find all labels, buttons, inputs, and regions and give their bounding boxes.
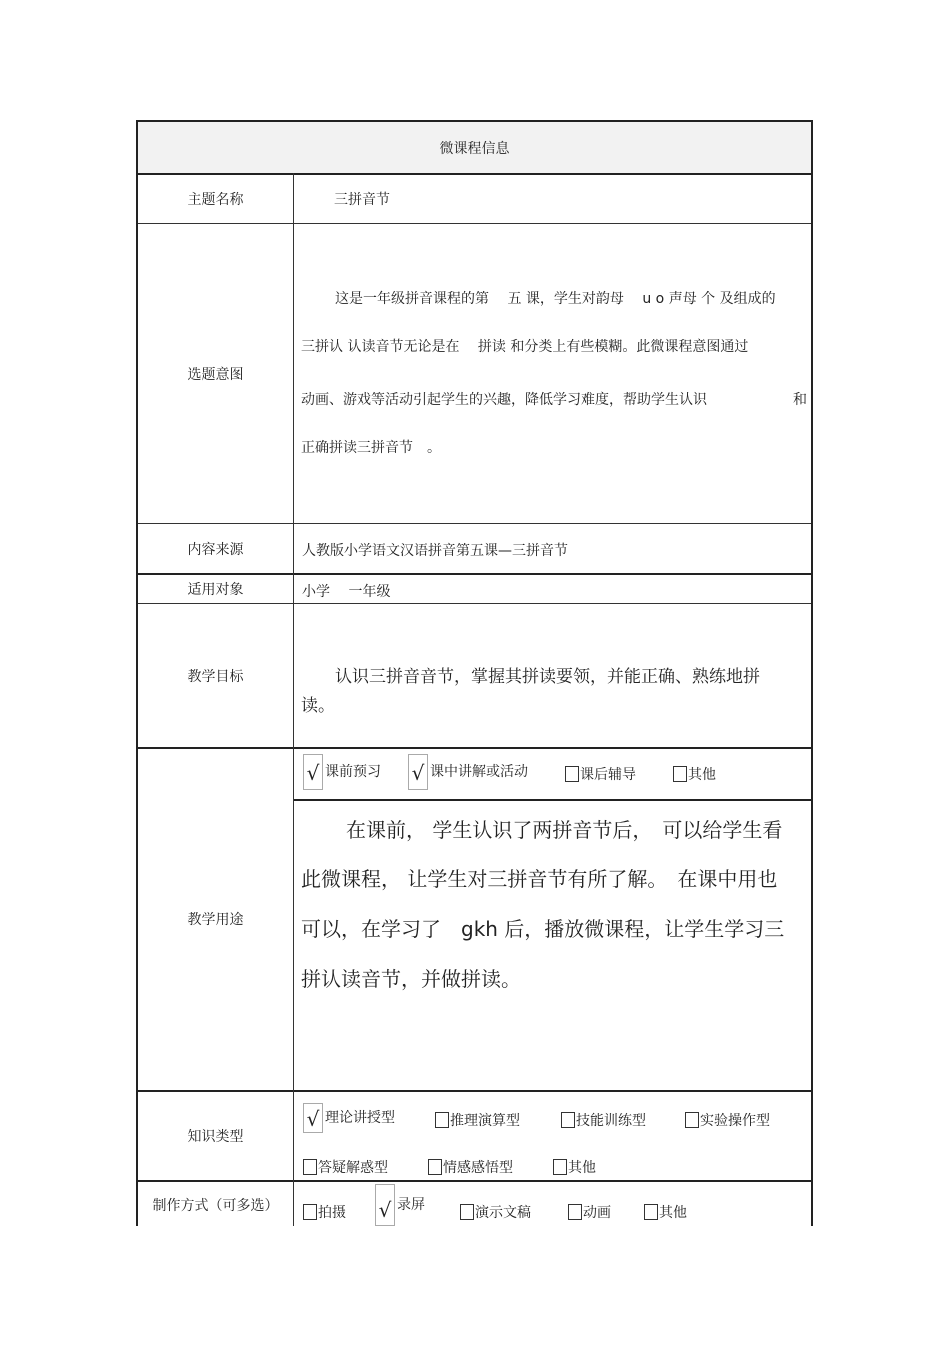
checkbox-icon <box>568 1204 582 1220</box>
intent-line-3: 动画、游戏等活动引起学生的兴趣，降低学习难度，帮助学生认识 <box>301 392 707 408</box>
production-option-screen-recording[interactable]: √ 录屏 <box>375 1184 425 1226</box>
usage-line-3: 可以，在学习了 gkh 后，播放微课程，让学生学习三 <box>301 917 785 941</box>
production-option-filming[interactable]: 拍摄 <box>303 1202 346 1222</box>
usage-option-preview[interactable]: √ 课前预习 <box>303 754 381 790</box>
knowledge-option-reasoning[interactable]: 推理演算型 <box>435 1110 520 1130</box>
micro-course-info-form <box>136 120 813 1226</box>
goal-line-1: 认识三拼音音节，掌握其拼读要领，并能正确、熟练地拼 <box>335 667 760 687</box>
divider <box>293 799 811 801</box>
audience-label: 适用对象 <box>187 581 244 598</box>
check-mark-icon: √ <box>408 754 428 790</box>
production-label: 制作方式（可多选） <box>152 1198 279 1214</box>
production-option-slides[interactable]: 演示文稿 <box>460 1202 531 1222</box>
knowledge-option-experiment[interactable]: 实验操作型 <box>685 1110 770 1130</box>
knowledge-option-theory[interactable]: √ 理论讲授型 <box>303 1103 395 1133</box>
audience-value: 小学 一年级 <box>302 584 391 600</box>
usage-line-1: 在课前， 学生认识了两拼音节后， 可以给学生看 <box>346 818 783 842</box>
knowledge-option-skill[interactable]: 技能训练型 <box>561 1110 646 1130</box>
checkbox-icon <box>303 1159 317 1175</box>
checkbox-icon <box>435 1112 449 1128</box>
check-mark-icon: √ <box>303 1103 323 1133</box>
checkbox-icon <box>553 1159 567 1175</box>
checkbox-icon <box>644 1204 658 1220</box>
knowledge-label: 知识类型 <box>187 1129 244 1145</box>
check-mark-icon: √ <box>375 1184 395 1226</box>
goal-line-2: 读。 <box>301 696 335 716</box>
source-label: 内容来源 <box>187 541 244 558</box>
checkbox-icon <box>428 1159 442 1175</box>
usage-option-after-class[interactable]: 课后辅导 <box>565 764 636 784</box>
check-mark-icon: √ <box>303 754 323 790</box>
intent-label: 选题意图 <box>187 366 244 383</box>
checkbox-icon <box>673 766 687 782</box>
knowledge-option-emotion[interactable]: 情感感悟型 <box>428 1157 513 1177</box>
usage-line-4: 拼认读音节，并做拼读。 <box>301 967 521 991</box>
usage-label: 教学用途 <box>187 912 244 928</box>
knowledge-option-other[interactable]: 其他 <box>553 1157 596 1177</box>
intent-line-2: 三拼认 认读音节无论是在 拼读 和分类上有些模糊。此微课程意图通过 <box>301 339 749 355</box>
checkbox-icon <box>685 1112 699 1128</box>
intent-line-3-end: 和 <box>793 392 807 408</box>
production-option-other[interactable]: 其他 <box>644 1202 687 1222</box>
form-title: 微课程信息 <box>138 122 811 173</box>
checkbox-icon <box>303 1204 317 1220</box>
production-option-animation[interactable]: 动画 <box>568 1202 611 1222</box>
column-divider <box>293 173 294 1226</box>
checkbox-icon <box>460 1204 474 1220</box>
intent-line-1: 这是一年级拼音课程的第 五 课，学生对韵母 u o 声母 个 及组成的 <box>335 291 776 307</box>
topic-value: 三拼音节 <box>334 192 390 208</box>
knowledge-option-qa[interactable]: 答疑解惑型 <box>303 1157 388 1177</box>
usage-option-other[interactable]: 其他 <box>673 764 716 784</box>
usage-line-2: 此微课程， 让学生对三拼音节有所了解。 在课中用也 <box>301 867 778 891</box>
intent-line-4: 正确拼读三拼音节 。 <box>301 440 441 456</box>
checkbox-icon <box>561 1112 575 1128</box>
topic-label: 主题名称 <box>187 191 244 208</box>
checkbox-icon <box>565 766 579 782</box>
source-value: 人教版小学语文汉语拼音第五课—三拼音节 <box>302 543 568 559</box>
goal-label: 教学目标 <box>187 668 244 685</box>
usage-option-in-class[interactable]: √ 课中讲解或活动 <box>408 754 528 790</box>
